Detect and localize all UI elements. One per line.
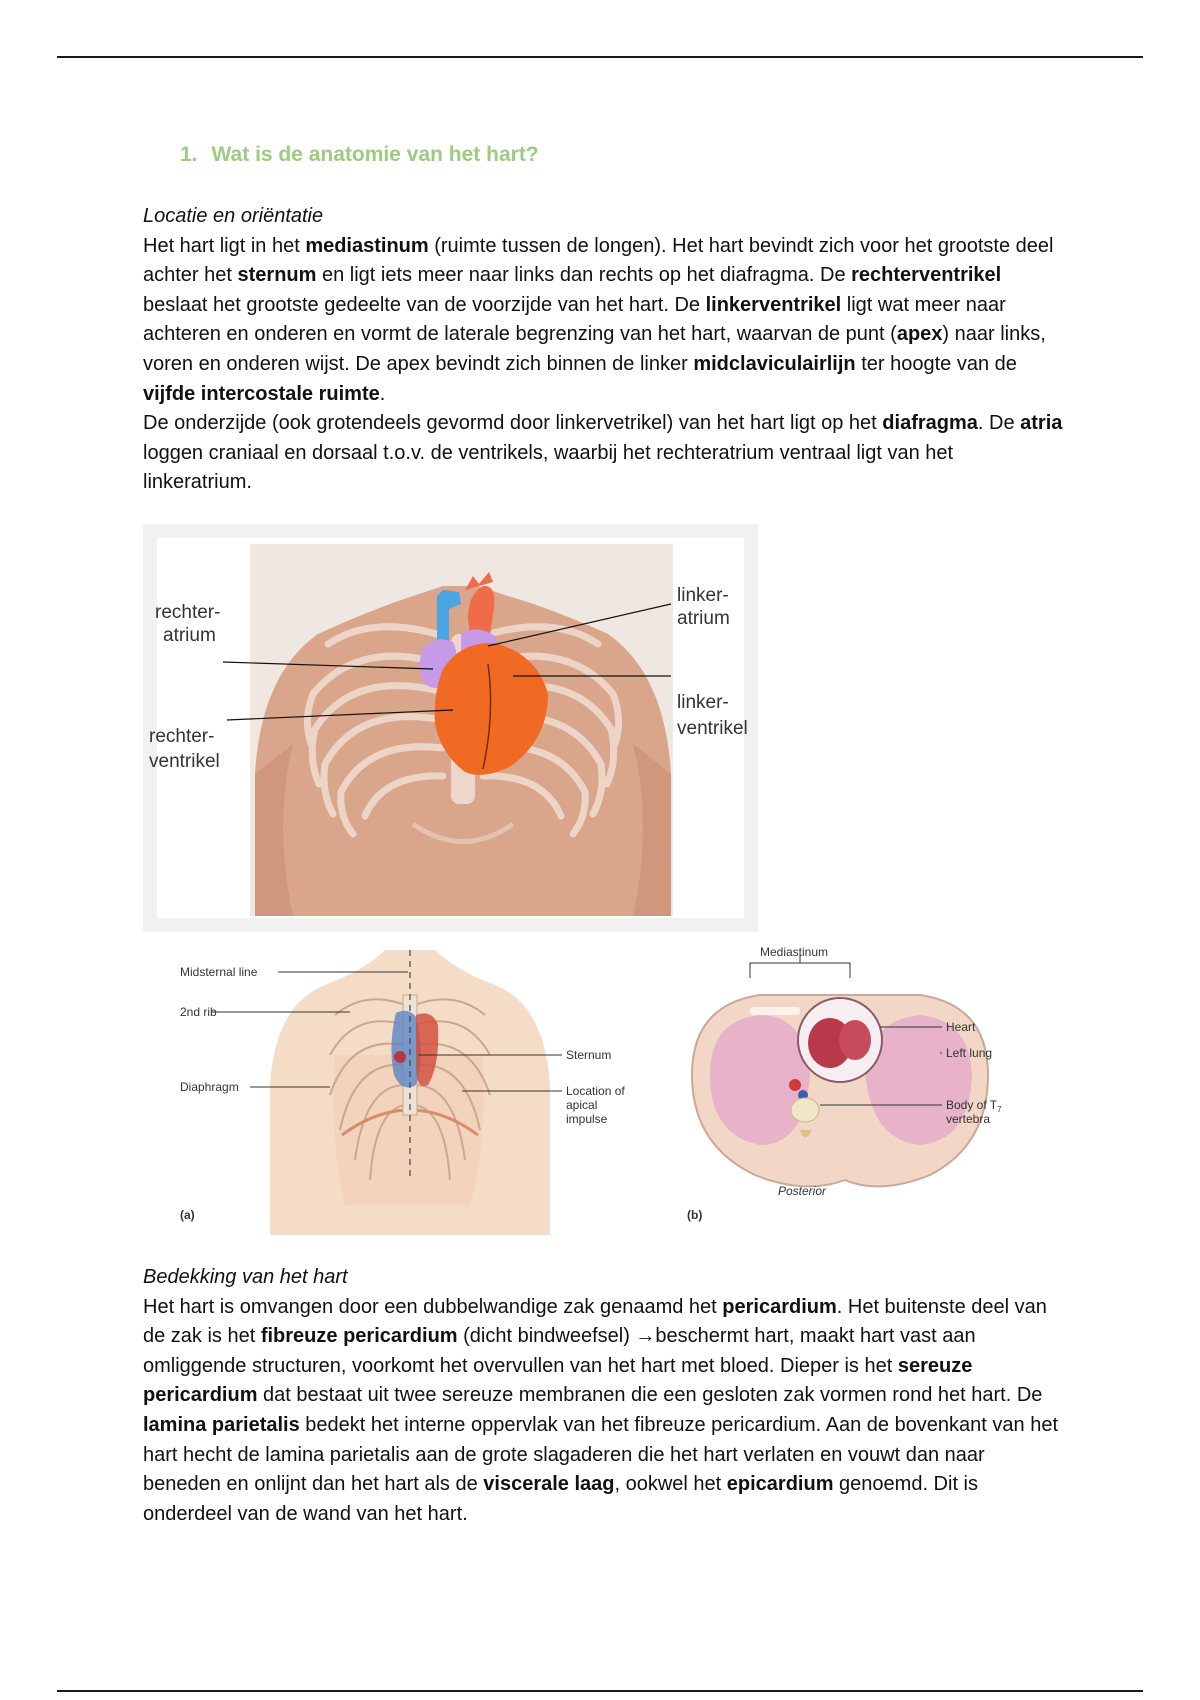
text-run: , ookwel het [614,1473,727,1496]
text-run: . De [977,412,1021,435]
text-run: (dicht bindweefsel) →beschermt hart, maakt hart vast aan omliggende structuren, voorkomt het overvullen van het hart met bloed. Dieper is het [143,1325,976,1377]
label-t7-subscript: 7 [997,1105,1002,1114]
label-heart: Heart [946,1020,976,1034]
term-vijfde-intercostale-ruimte: vijfde intercostale ruimte [143,382,380,405]
heart-position-figure [143,524,758,932]
label-panel-b: (b) [687,1208,703,1222]
label-rechter-atrium-2: atrium [163,625,216,646]
term-mediastinum: mediastinum [305,234,429,257]
footer-rule [57,1690,1143,1692]
term-sereuze-pericardium: sereuze pericardium [143,1354,973,1407]
label-linker-atrium-1: linker- [677,585,729,606]
label-sternum: Sternum [566,1048,612,1062]
label-rechter-ventrikel-1: rechter- [149,726,215,747]
text-run: bedekt het interne oppervlak van het fibreuze pericardium. Aan de bovenkant van het hart hecht de lamina parietalis aan de grote slagaderen die het hart verlaten en vouwt dan naar beneden en onlijnt dan het hart als de [143,1413,1059,1496]
label-apical-2: apical [566,1098,598,1112]
term-fibreuze-pericardium: fibreuze pericardium [260,1325,458,1348]
text-run: (ruimte tussen de longen). Het hart bevindt zich voor het grootste deel achter het [143,234,1054,287]
term-sternum: sternum [237,264,317,287]
term-lamina-parietalis: lamina parietalis [143,1413,300,1436]
chest-cross-section-b [680,945,1010,1235]
label-linker-ventrikel-2: ventrikel [677,718,748,739]
label-posterior: Posterior [778,1184,827,1198]
location-paragraph-1 [143,232,1063,410]
location-paragraph-2 [143,409,1063,498]
label-apical-3: impulse [566,1112,608,1126]
text-run: dat bestaat uit twee sereuze membranen die een gesloten zak vormen rond het hart. De [257,1384,1043,1407]
text-run: en ligt iets meer naar links dan rechts op het diafragma. De [316,264,852,287]
text-run: ) naar links, voren en onderen wijst. De apex bevindt zich binnen de linker [143,323,1046,375]
label-diaphragm: Diaphragm [180,1080,239,1094]
text-run: beslaat het grootste gedeelte van de voorzijde van het hart. De [143,293,706,316]
section-heading [180,143,539,167]
term-linkerventrikel: linkerventrikel [705,293,842,316]
text-run: loggen craniaal en dorsaal t.o.v. de ventrikels, waarbij het rechteratrium ventraal ligt van het linkeratrium. [143,441,954,494]
text-run: ligt wat meer naar achteren en onderen en vormt de laterale begrenzing van het hart, waarvan de punt ( [143,293,1006,346]
label-rechter-atrium-1: rechter- [155,602,221,623]
text-run: De onderzijde (ook grotendeels gevormd door linkervetrikel) van het hart ligt op het [143,412,883,435]
label-apical-1: Location of [566,1084,625,1098]
term-midclaviculairlijn: midclaviculairlijn [693,352,856,375]
term-rechterventrikel: rechterventrikel [851,264,1002,287]
label-2nd-rib: 2nd rib [180,1005,217,1019]
pericardium-subtitle: Bedekking van het hart [143,1266,348,1288]
heading-number: 1. [180,143,198,166]
label-panel-a: (a) [180,1208,195,1222]
label-left-lung: Left lung [946,1046,993,1060]
term-apex: apex [896,323,943,346]
label-vertebra: vertebra [946,1112,991,1126]
header-rule [57,56,1143,58]
term-viscerale-laag: viscerale laag [483,1473,615,1496]
label-mediastinum: Mediastinum [760,945,829,959]
label-body-t7-text: Body of T [946,1098,998,1112]
text-run: Het hart ligt in het [143,234,306,257]
term-diafragma: diafragma [882,412,978,435]
term-epicardium: epicardium [726,1473,834,1496]
text-run: . [379,382,386,405]
text-run: Het hart is omvangen door een dubbelwandige zak genaamd het [143,1295,723,1318]
text-run: ter hoogte van de [855,352,1017,375]
label-midsternal-line: Midsternal line [180,965,258,979]
label-rechter-ventrikel-2: ventrikel [149,751,220,772]
pericardium-paragraph [143,1293,1063,1530]
term-atria: atria [1020,412,1063,435]
heading-title: Wat is de anatomie van het hart? [211,143,539,166]
text-run: genoemd. Dit is onderdeel van de wand van het hart. [143,1473,978,1525]
chest-diagram-a [170,945,670,1235]
term-pericardium: pericardium [722,1295,837,1318]
location-section [143,202,1063,498]
pericardium-section [143,1263,1063,1529]
label-linker-ventrikel-1: linker- [677,692,729,713]
text-run: . Het buitenste deel van de zak is het [143,1295,1047,1348]
label-linker-atrium-2: atrium [677,608,730,629]
location-subtitle: Locatie en oriëntatie [143,205,324,227]
